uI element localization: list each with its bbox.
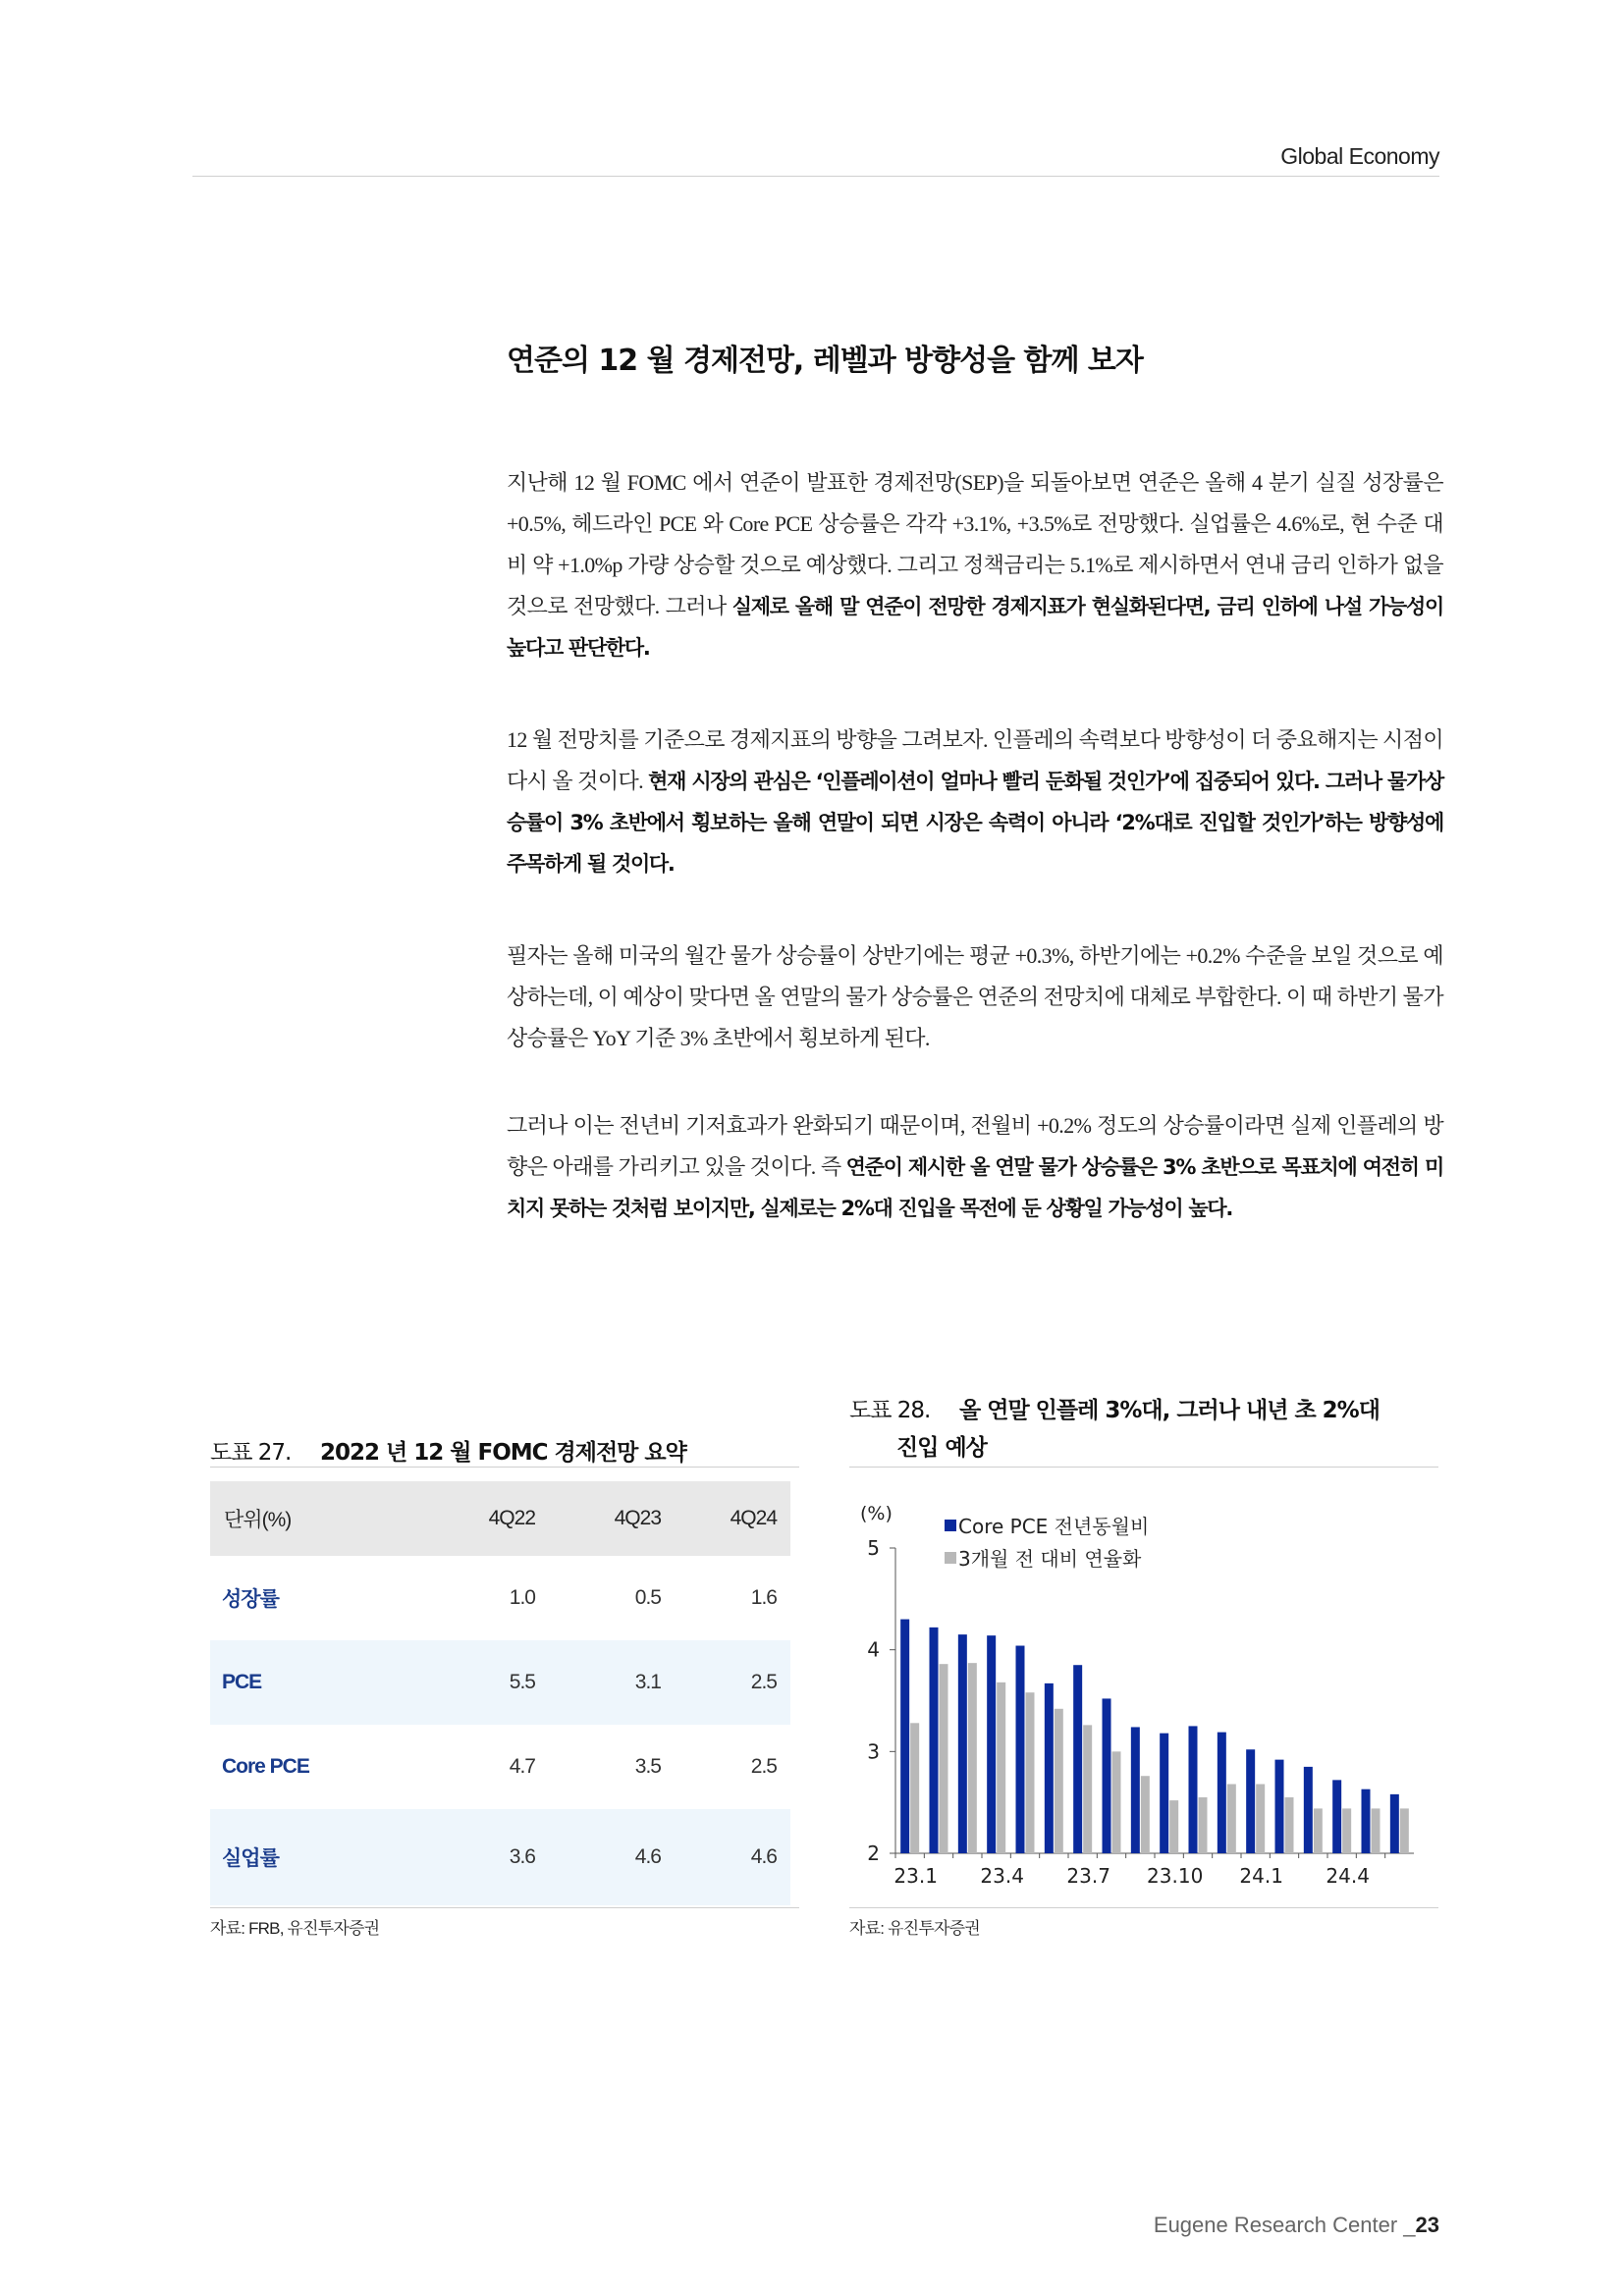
header-title: Global Economy [1280,143,1439,169]
legend-swatch [945,1552,956,1564]
table-cell: 3.5 [634,1755,661,1778]
annualized-3m-bar [997,1682,1005,1853]
annualized-3m-bar [1256,1785,1265,1853]
table-header-4q22: 4Q22 [488,1507,535,1529]
annualized-3m-bar [1285,1797,1294,1853]
legend-swatch [945,1520,956,1531]
core-pce-bar-chart [844,1482,1434,1904]
table-cell: 1.0 [509,1586,535,1609]
core-pce-yoy-bar [1304,1767,1313,1853]
paragraph-1-text: 지난해 12 월 FOMC 에서 연준이 발표한 경제전망(SEP)을 되돌아보면 연준은 올해 4 분기 실질 성장률은 +0.5%, 헤드라인 PCE 와 Core PCE 상승률은 각각 +3.1%, +3.5%로 전망했다. 실업률은 4.6%로, 현 수준 대비 약 +1.0%p 가량 상승할 것으로 예상했다. 그리고 정책금리는 5.1%로 제시하면서 연내 금리 인하가 없을 것으로 전망했다. 그러나 [507,470,1443,618]
core-pce-yoy-bar [1390,1794,1399,1853]
table-cell: 4.7 [509,1755,535,1778]
page-number: 23 [1415,2213,1439,2237]
chart28-title [849,1392,1438,1467]
core-pce-yoy-bar [1103,1698,1111,1853]
paragraph-4-text: 그러나 이는 전년비 기저효과가 완화되기 때문이며, 전월비 +0.2% 정도의 상승률이라면 실제 인플레의 방향은 아래를 가리키고 있을 것이다. 즉 [507,1113,1443,1179]
header-divider [192,176,1439,177]
core-pce-yoy-bar [958,1634,967,1853]
core-pce-yoy-bar [1160,1734,1168,1853]
table-header-4q24: 4Q24 [730,1507,777,1529]
x-tick-label: 23.4 [980,1864,1024,1888]
x-tick-label: 24.1 [1239,1864,1283,1888]
chart28-bottom-divider [849,1907,1438,1908]
y-tick-label: 2 [867,1842,880,1865]
annualized-3m-bar [1026,1692,1035,1853]
core-pce-yoy-bar [930,1628,939,1853]
core-pce-yoy-bar [1362,1789,1371,1853]
annualized-3m-bar [1227,1785,1236,1853]
x-tick-label: 23.7 [1066,1864,1110,1888]
paragraph-1 [507,462,1443,668]
table27-top-divider [210,1467,799,1468]
paragraph-2 [507,720,1443,884]
annualized-3m-bar [1112,1751,1121,1853]
core-pce-yoy-bar [1275,1760,1284,1853]
legend-label: 3개월 전 대비 연율화 [958,1547,1142,1571]
paragraph-2-emphasis: 현재 시장의 관심은 ‘인플레이션이 얼마나 빨리 둔화될 것인가’에 집중되어 있다. 그러나 물가상승률이 3% 초반에서 횡보하는 올해 연말이 되면 시장은 속력이 아니라 ‘2%대로 진입할 것인가’하는 방향성에 주목하게 될 것이다. [507,770,1444,876]
chart28-title-line1: 올 연말 인플레 3%대, 그러나 내년 초 2%대 [959,1398,1380,1423]
table-cell: 4.6 [750,1845,777,1868]
table27-title [210,1434,686,1467]
y-tick-label: 4 [867,1637,880,1662]
annualized-3m-bar [1169,1800,1178,1853]
table-header-unit: 단위(%) [224,1509,292,1531]
annualized-3m-bar [1055,1709,1063,1853]
table-cell: 2.5 [750,1755,777,1778]
paragraph-3 [507,935,1443,1059]
annualized-3m-bar [968,1663,977,1853]
table-cell: 4.6 [634,1845,661,1868]
table-cell: 2.5 [750,1671,777,1693]
legend-label: Core PCE 전년동월비 [958,1515,1150,1538]
chart28-label: 도표 28. [849,1398,931,1423]
annualized-3m-bar [1199,1797,1208,1853]
annualized-3m-bar [1314,1808,1323,1853]
paragraph-1-emphasis: 실제로 올해 말 연준이 전망한 경제지표가 현실화된다면, 금리 인하에 나설 가능성이 높다고 판단한다. [507,595,1443,660]
core-pce-yoy-bar [987,1635,996,1853]
annualized-3m-bar [1141,1776,1150,1853]
page-footer [1154,2213,1439,2238]
table27-title-text: 2022 년 12 월 FOMC 경제전망 요약 [320,1440,686,1466]
paragraph-3-text: 필자는 올해 미국의 월간 물가 상승률이 상반기에는 평균 +0.3%, 하반기에는 +0.2% 수준을 보일 것으로 예상하는데, 이 예상이 맞다면 올 연말의 물가 상승률은 연준의 전망치에 대체로 부합한다. 이 때 하반기 물가 상승률은 YoY 기준 3% 초반에서 횡보하게 된다. [507,943,1443,1050]
core-pce-yoy-bar [1073,1665,1082,1853]
y-axis-unit-label: (%) [860,1503,893,1524]
annualized-3m-bar [1400,1808,1409,1853]
footer-text: Eugene Research Center _ [1153,2213,1416,2237]
table-cell: 3.6 [509,1845,535,1868]
core-pce-yoy-bar [1016,1646,1025,1853]
row-label-pce: PCE [222,1671,262,1693]
table-header-row [210,1481,790,1556]
table-row [210,1640,790,1725]
table-header-4q23: 4Q23 [614,1507,661,1529]
table27-label: 도표 27. [210,1440,292,1466]
paragraph-4 [507,1105,1443,1229]
table-cell: 3.1 [634,1671,661,1693]
chart28-top-divider [849,1467,1438,1468]
chart-bars [900,1620,1409,1853]
y-tick-label: 5 [867,1536,880,1560]
x-tick-label: 23.1 [893,1864,938,1888]
table-cell: 1.6 [750,1586,777,1609]
table-row [210,1725,790,1809]
table-row [210,1556,790,1640]
row-label-core-pce: Core PCE [222,1755,309,1778]
row-label-growth: 성장률 [222,1588,279,1611]
table-cell: 0.5 [634,1586,661,1609]
table27-source: 자료: FRB, 유진투자증권 [210,1919,380,1938]
core-pce-yoy-bar [1189,1726,1198,1853]
annualized-3m-bar [1372,1808,1380,1853]
core-pce-yoy-bar [1332,1780,1341,1853]
core-pce-yoy-bar [900,1620,909,1853]
x-tick-label: 24.4 [1326,1864,1370,1888]
paragraph-4-emphasis: 연준이 제시한 올 연말 물가 상승률은 3% 초반으로 목표치에 여전히 미치지 못하는 것처럼 보이지만, 실제로는 2%대 진입을 목전에 둔 상황일 가능성이 높다. [507,1155,1443,1220]
x-tick-label: 23.10 [1147,1864,1204,1888]
fomc-projection-table [210,1481,790,1905]
annualized-3m-bar [1083,1725,1092,1853]
core-pce-yoy-bar [1045,1683,1054,1853]
section-heading: 연준의 12 월 경제전망, 레벨과 방향성을 함께 보자 [507,344,1143,378]
annualized-3m-bar [1342,1808,1351,1853]
y-tick-label: 3 [867,1739,880,1764]
chart28-source: 자료: 유진투자증권 [849,1919,980,1938]
core-pce-yoy-bar [1246,1749,1255,1853]
paragraph-2-text: 12 월 전망치를 기준으로 경제지표의 방향을 그려보자. 인플레의 속력보다 방향성이 더 중요해지는 시점이 다시 올 것이다. [507,727,1443,793]
core-pce-yoy-bar [1218,1733,1226,1853]
table27-bottom-divider [210,1907,799,1908]
chart28-title-line2: 진입 예상 [896,1435,987,1461]
annualized-3m-bar [940,1664,948,1853]
table-row [210,1809,790,1905]
table-cell: 5.5 [509,1671,535,1693]
core-pce-yoy-bar [1131,1727,1140,1853]
annualized-3m-bar [910,1723,919,1853]
row-label-unemployment: 실업률 [222,1847,279,1870]
chart-legend [945,1515,1149,1571]
